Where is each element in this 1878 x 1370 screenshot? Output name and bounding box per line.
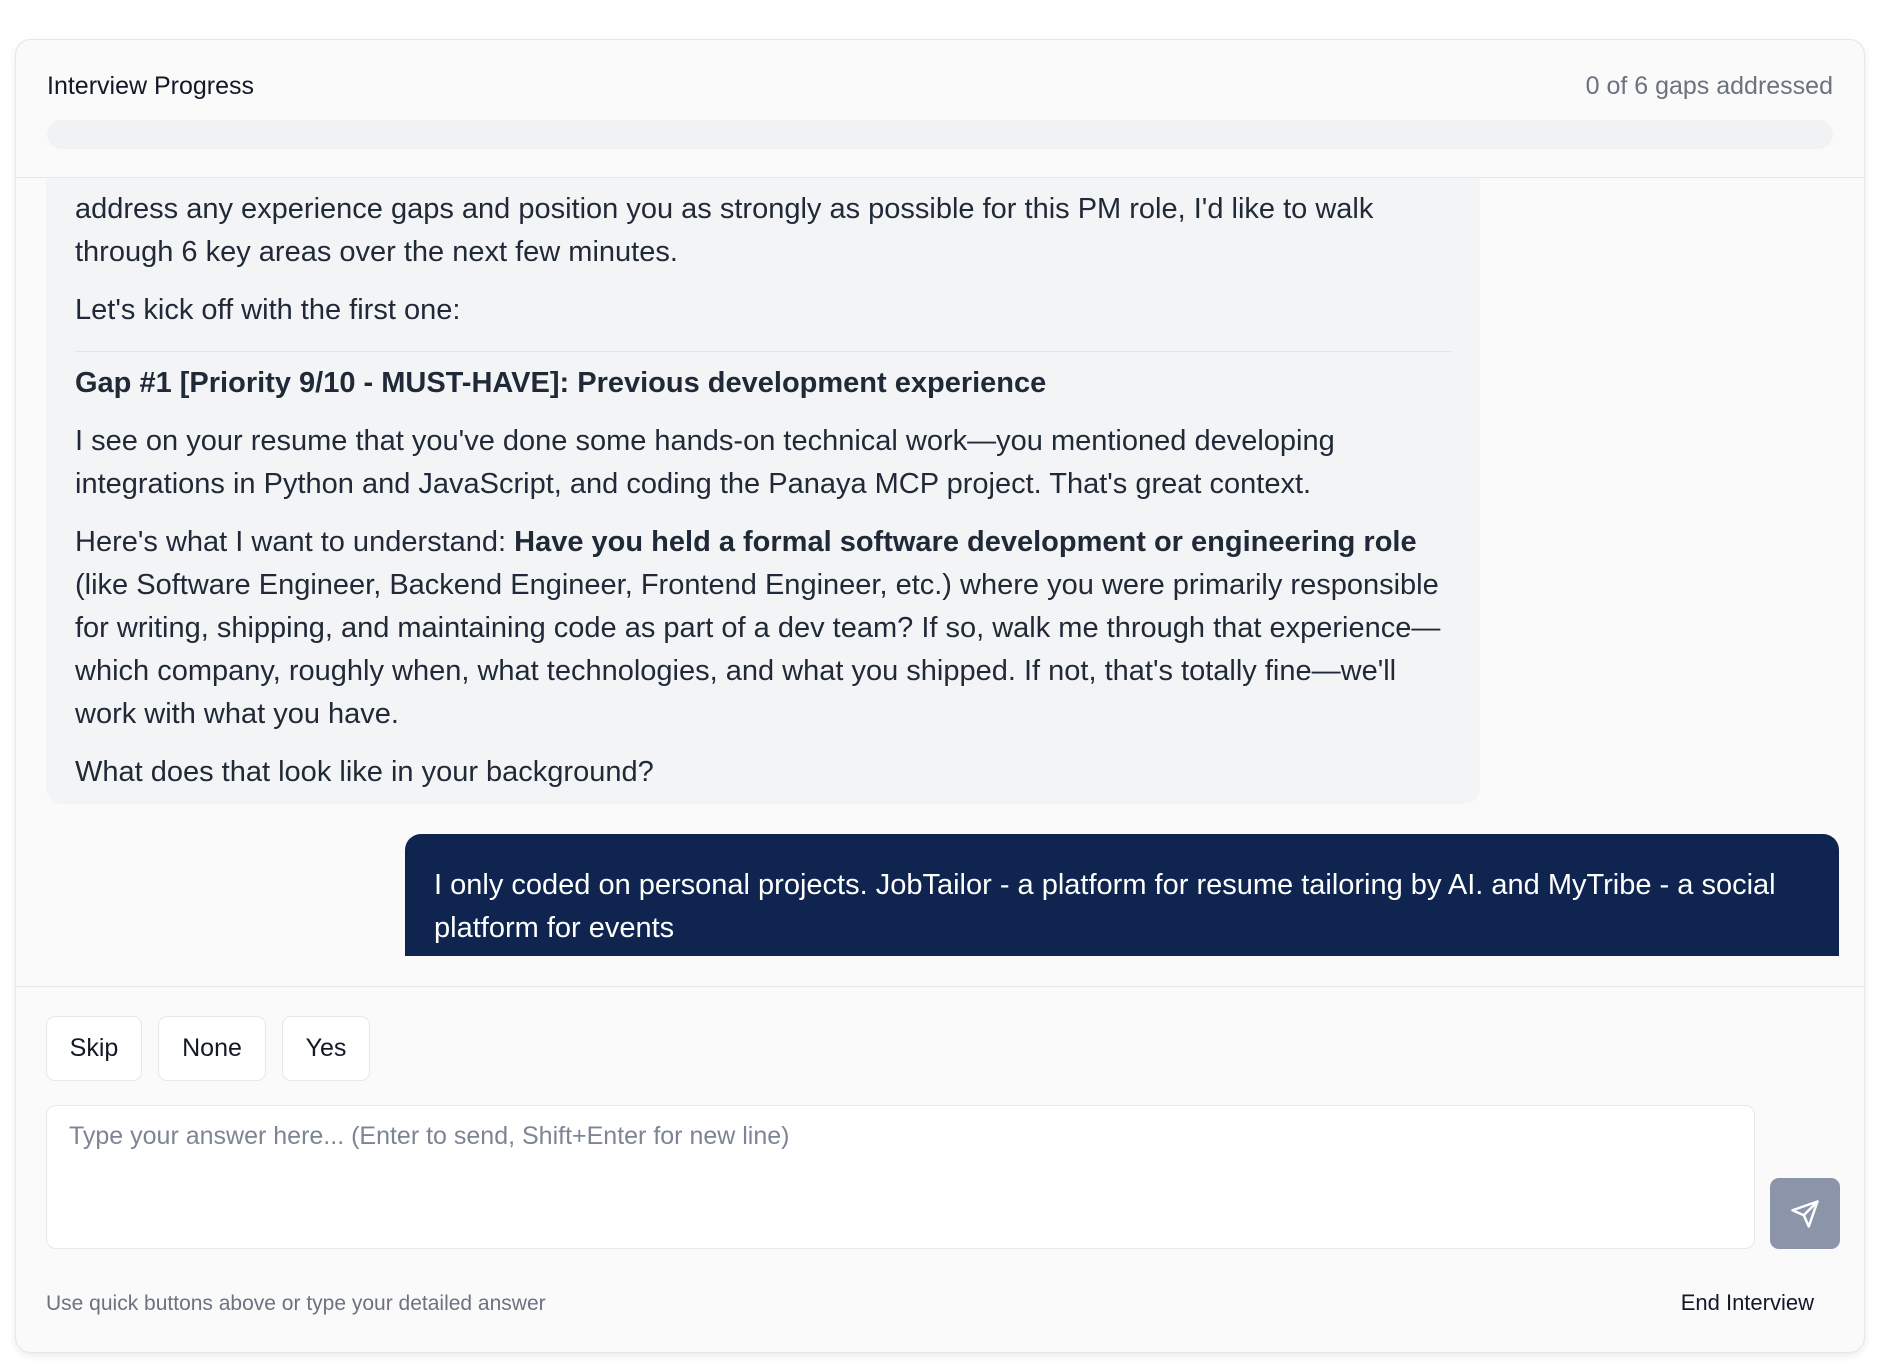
composer-hint: Use quick buttons above or type your detailed answer bbox=[46, 1292, 546, 1315]
quick-reply-none-button[interactable]: None bbox=[158, 1016, 266, 1081]
assistant-intro: address any experience gaps and position you as strongly as possible for this PM role, I'd like to walk through 6 key areas over the next few minutes. bbox=[75, 193, 1374, 268]
gap-heading bbox=[75, 362, 1452, 405]
send-icon bbox=[1790, 1199, 1820, 1229]
answer-input[interactable] bbox=[46, 1105, 1755, 1249]
message-divider bbox=[75, 351, 1452, 352]
end-interview-button[interactable]: End Interview bbox=[1680, 1290, 1814, 1315]
assistant-question bbox=[75, 521, 1452, 736]
question-rest: (like Software Engineer, Backend Engineer, Frontend Engineer, etc.) where you were primarily responsible for writing, shipping, and maintaining code as part of a dev team? If so, walk me through that experience—which company, roughly when, what technologies, and what you shipped. If not, that's totally fine—we'll work with what you have. bbox=[75, 569, 1441, 730]
assistant-kickoff: Let's kick off with the first one: bbox=[75, 294, 461, 326]
assistant-message bbox=[46, 178, 1480, 804]
quick-reply-skip-button[interactable]: Skip bbox=[46, 1016, 142, 1081]
chat-transcript[interactable] bbox=[16, 178, 1864, 956]
assistant-closing: What does that look like in your background? bbox=[75, 756, 654, 788]
user-message bbox=[405, 834, 1839, 956]
question-emphasis: Have you held a formal software development or engineering role bbox=[514, 526, 1417, 558]
user-message-text: I only coded on personal projects. JobTailor - a platform for resume tailoring by AI. and MyTribe - a social platform for events bbox=[434, 869, 1776, 944]
gap-heading-text: Gap #1 [Priority 9/10 - MUST-HAVE]: Previous development experience bbox=[75, 367, 1047, 399]
question-lead: Here's what I want to understand: bbox=[75, 526, 515, 558]
progress-bar bbox=[47, 120, 1833, 149]
answer-composer bbox=[16, 986, 1864, 1353]
interview-panel bbox=[15, 39, 1865, 1353]
send-button[interactable] bbox=[1770, 1178, 1840, 1249]
quick-reply-yes-button[interactable]: Yes bbox=[282, 1016, 370, 1081]
assistant-context: I see on your resume that you've done some hands-on technical work—you mentioned developing integrations in Python and JavaScript, and coding the Panaya MCP project. That's great context. bbox=[75, 425, 1335, 500]
progress-header bbox=[16, 40, 1864, 178]
progress-title: Interview Progress bbox=[47, 72, 255, 100]
progress-status: 0 of 6 gaps addressed bbox=[1585, 72, 1833, 100]
